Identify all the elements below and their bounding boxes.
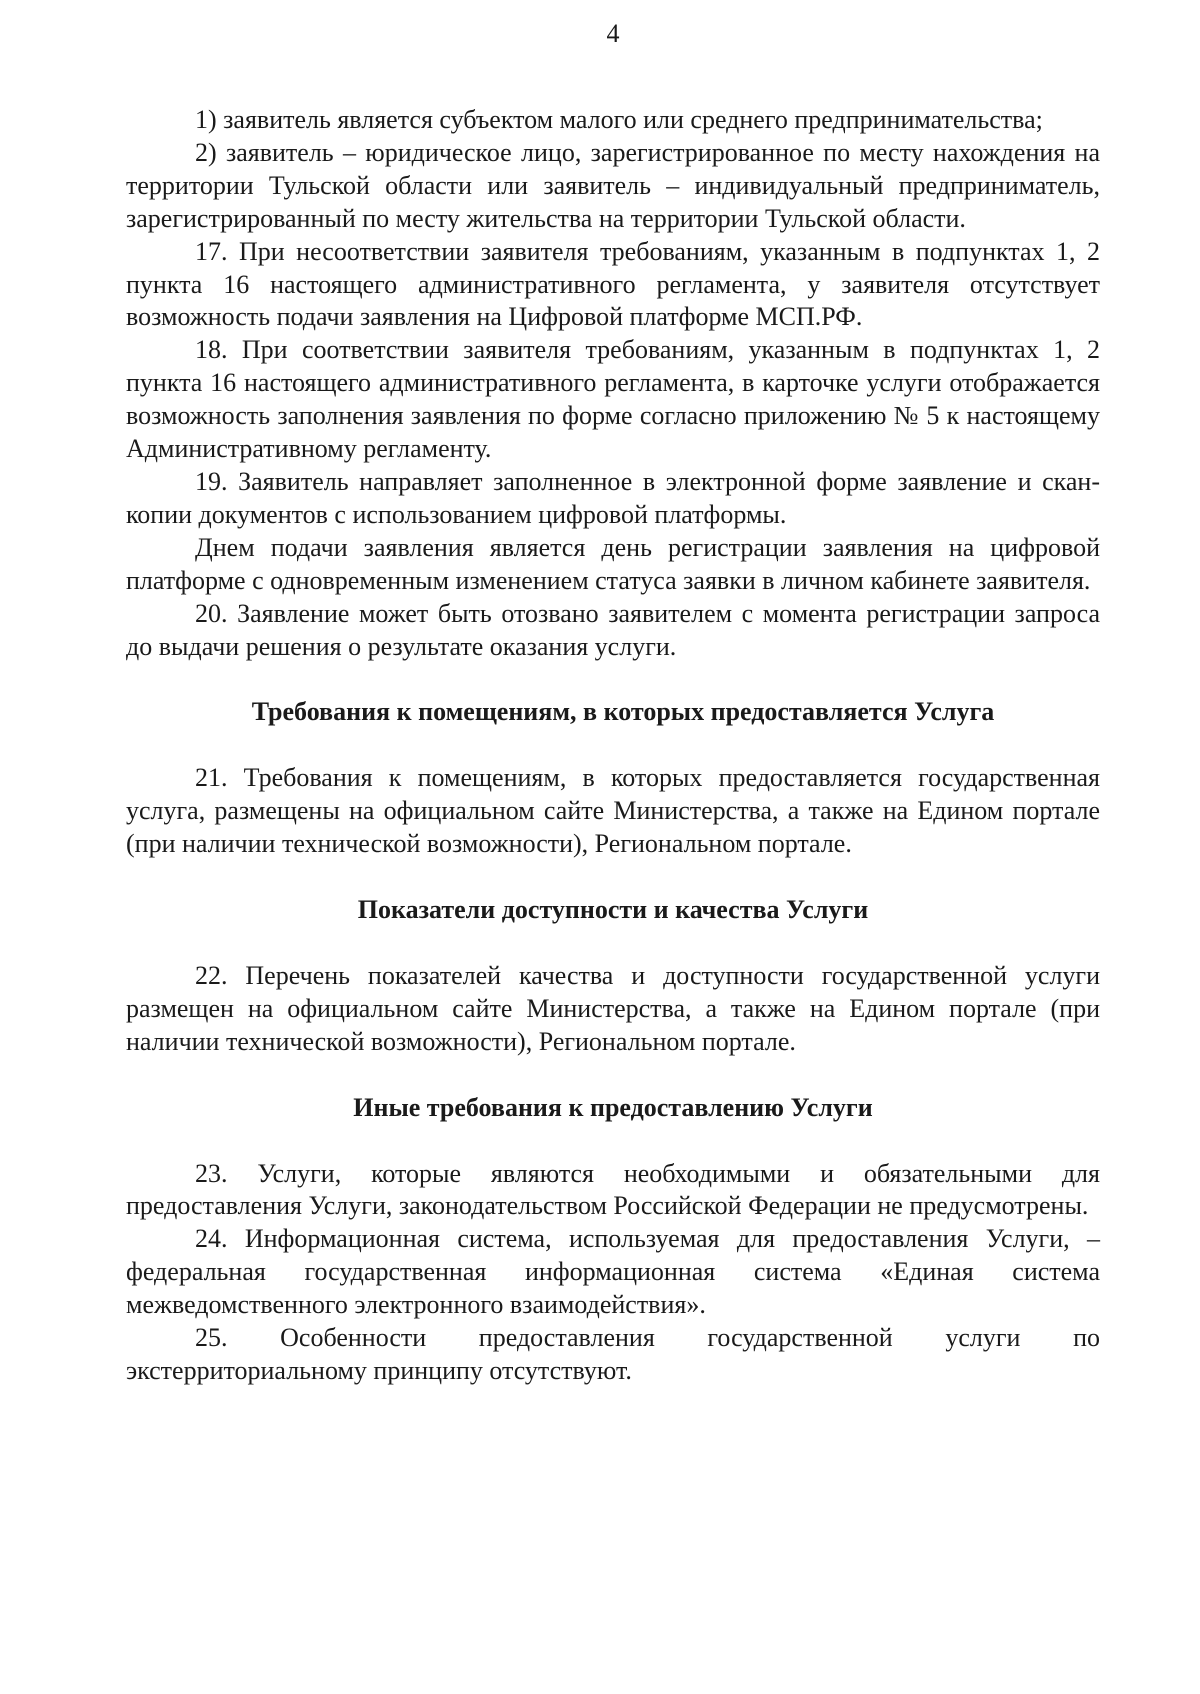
section-heading-premises: Требования к помещениям, в которых предоставляется Услуга: [251, 697, 995, 727]
paragraph-20: 20. Заявление может быть отозвано заявителем с момента регистрации запроса до выдачи решения о результате оказания услуги.: [126, 598, 1100, 661]
document-body: [126, 104, 1100, 1388]
paragraph-2: 2) заявитель – юридическое лицо, зарегистрированное по месту нахождения на территории Тульской области или заявитель – индивидуальный предприниматель, зарегистрированный по месту жительства на территории Тульской области.: [126, 137, 1100, 233]
paragraph-18: 18. При соответствии заявителя требованиям, указанным в подпунктах 1, 2 пункта 16 настоящего административного регламента, в карточке услуги отображается возможность заполнения заявления по форме согласно приложению № 5 к настоящему Административному регламенту.: [126, 335, 1100, 464]
paragraph-23: 23. Услуги, которые являются необходимыми и обязательными для предоставления Услуги, законодательством Российской Федерации не предусмотрены.: [126, 1158, 1100, 1221]
paragraph-17: 17. При несоответствии заявителя требованиям, указанным в подпунктах 1, 2 пункта 16 настоящего административного регламента, у заявителя отсутствует возможность подачи заявления на Цифровой платформе МСП.РФ.: [126, 236, 1100, 332]
paragraph-1: 1) заявитель является субъектом малого или среднего предпринимательства;: [195, 105, 1043, 134]
paragraph-22: 22. Перечень показателей качества и доступности государственной услуги размещен на официальном сайте Министерства, а также на Едином портале (при наличии технической возможности), Региональном портале.: [126, 960, 1100, 1056]
paragraph-19: 19. Заявитель направляет заполненное в электронной форме заявление и скан-копии документов с использованием цифровой платформы.: [126, 466, 1100, 529]
paragraph-21: 21. Требования к помещениям, в которых предоставляется государственная услуга, размещены на официальном сайте Министерства, а также на Едином портале (при наличии технической возможности), Региональном портале.: [126, 763, 1100, 859]
page-number: 4: [606, 19, 620, 48]
paragraph-24: 24. Информационная система, используемая для предоставления Услуги, – федеральная государственная информационная система «Единая система межведомственного электронного взаимодействия».: [126, 1224, 1100, 1320]
section-heading-quality: Показатели доступности и качества Услуги: [357, 895, 869, 925]
paragraph-submission-day: Днем подачи заявления является день регистрации заявления на цифровой платформе с одновременным изменением статуса заявки в личном кабинете заявителя.: [126, 532, 1100, 595]
section-heading-other-requirements: Иные требования к предоставлению Услуги: [353, 1092, 873, 1122]
paragraph-25: 25. Особенности предоставления государственной услуги по экстерриториальному принципу отсутствуют.: [126, 1323, 1100, 1385]
